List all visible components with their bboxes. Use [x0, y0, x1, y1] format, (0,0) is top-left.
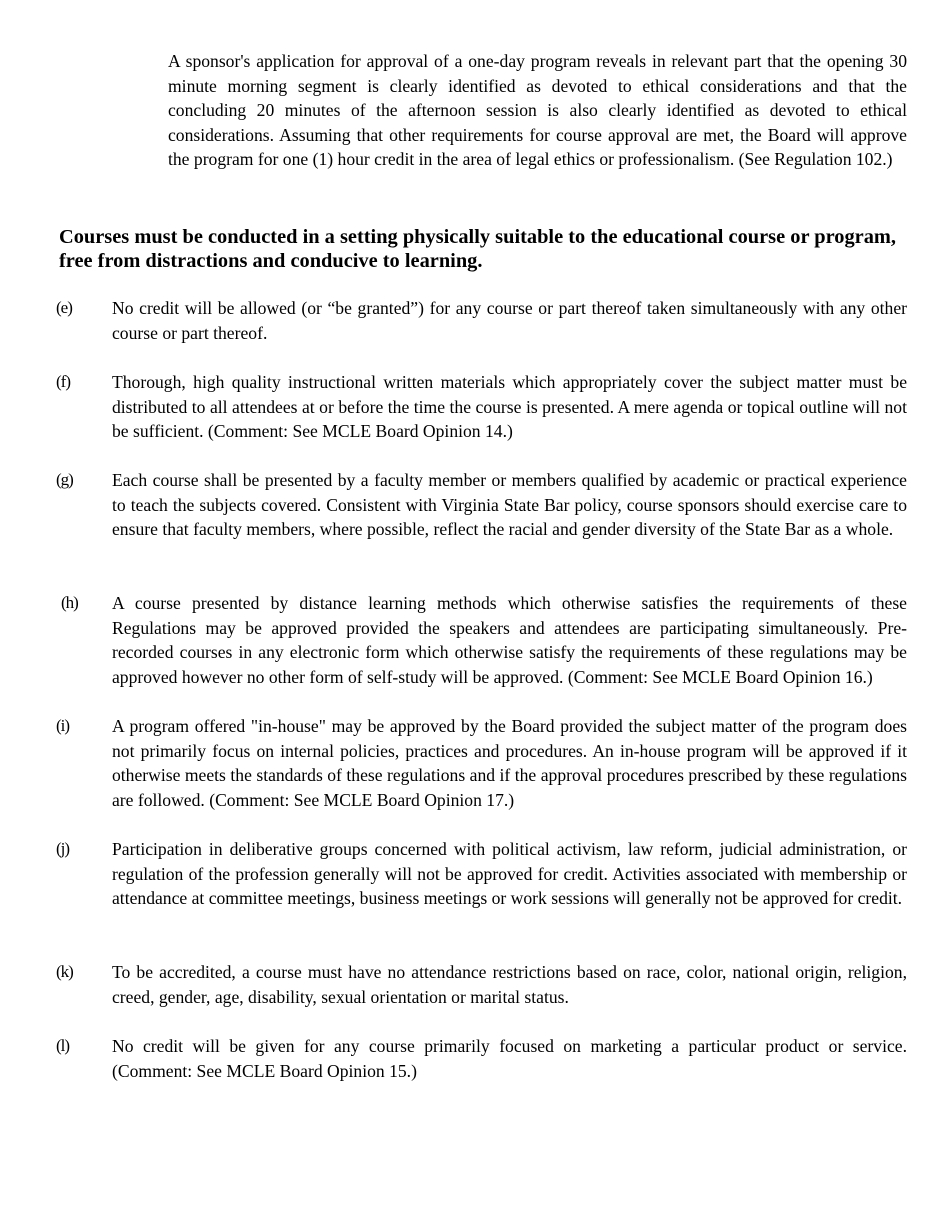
- item-marker: (f): [56, 372, 70, 391]
- item-marker: (k): [56, 962, 73, 981]
- item-marker: (e): [56, 298, 72, 317]
- item-text: A course presented by distance learning methods which otherwise satisfies the requirements of these Regulations may be approved provided the speakers and attendees are participating simultaneously. Pre-recorded courses in any electronic form which otherwise satisfy the requirements of these regulations may be approved however no other form of self-study will be approved. (Comment: See MCLE Board Opinion 16.): [112, 593, 907, 687]
- item-text: A program offered "in-house" may be approved by the Board provided the subject matter of the program does not primarily focus on internal policies, practices and procedures. An in-house program will be approved if it otherwise meets the standards of these regulations and if the approval procedures prescribed by these regulations are followed. (Comment: See MCLE Board Opinion 17.): [112, 716, 907, 810]
- item-text: Each course shall be presented by a faculty member or members qualified by academic or practical experience to teach the subjects covered. Consistent with Virginia State Bar policy, course sponsors should exercise care to ensure that faculty members, where possible, reflect the racial and gender diversity of the State Bar as a whole.: [112, 470, 907, 540]
- example-paragraph: A sponsor's application for approval of a one-day program reveals in relevant part that the opening 30 minute morning segment is clearly identified as devoted to ethical considerations and that the concluding 20 minutes of the afternoon session is also clearly identified as devoted to ethical considerations. Assuming that other requirements for course approval are met, the Board will approve the program for one (1) hour credit in the area of legal ethics or professionalism. (See Regulation 102.): [168, 51, 907, 170]
- section-heading: Courses must be conducted in a setting physically suitable to the educational course or program, free from distractions and conducive to learning.: [59, 226, 896, 273]
- item-marker: (i): [56, 716, 70, 735]
- item-text: Participation in deliberative groups concerned with political activism, law reform, judicial administration, or regulation of the profession generally will not be approved for credit. Activities associated with membership or attendance at committee meetings, business meetings or work sessions will generally not be approved for credit.: [112, 839, 907, 909]
- item-text: No credit will be given for any course primarily focused on marketing a particular product or service. (Comment: See MCLE Board Opinion 15.): [112, 1036, 907, 1081]
- item-marker: (j): [56, 839, 70, 858]
- item-marker: (l): [56, 1036, 70, 1055]
- item-marker: (h): [61, 593, 78, 612]
- item-marker: (g): [56, 470, 73, 489]
- item-text: No credit will be allowed (or “be granted”) for any course or part thereof taken simultaneously with any other course or part thereof.: [112, 298, 907, 343]
- item-text: To be accredited, a course must have no attendance restrictions based on race, color, national origin, religion, creed, gender, age, disability, sexual orientation or marital status.: [112, 962, 907, 1007]
- item-text: Thorough, high quality instructional written materials which appropriately cover the subject matter must be distributed to all attendees at or before the time the course is presented. A mere agenda or topical outline will not be sufficient. (Comment: See MCLE Board Opinion 14.): [112, 372, 907, 442]
